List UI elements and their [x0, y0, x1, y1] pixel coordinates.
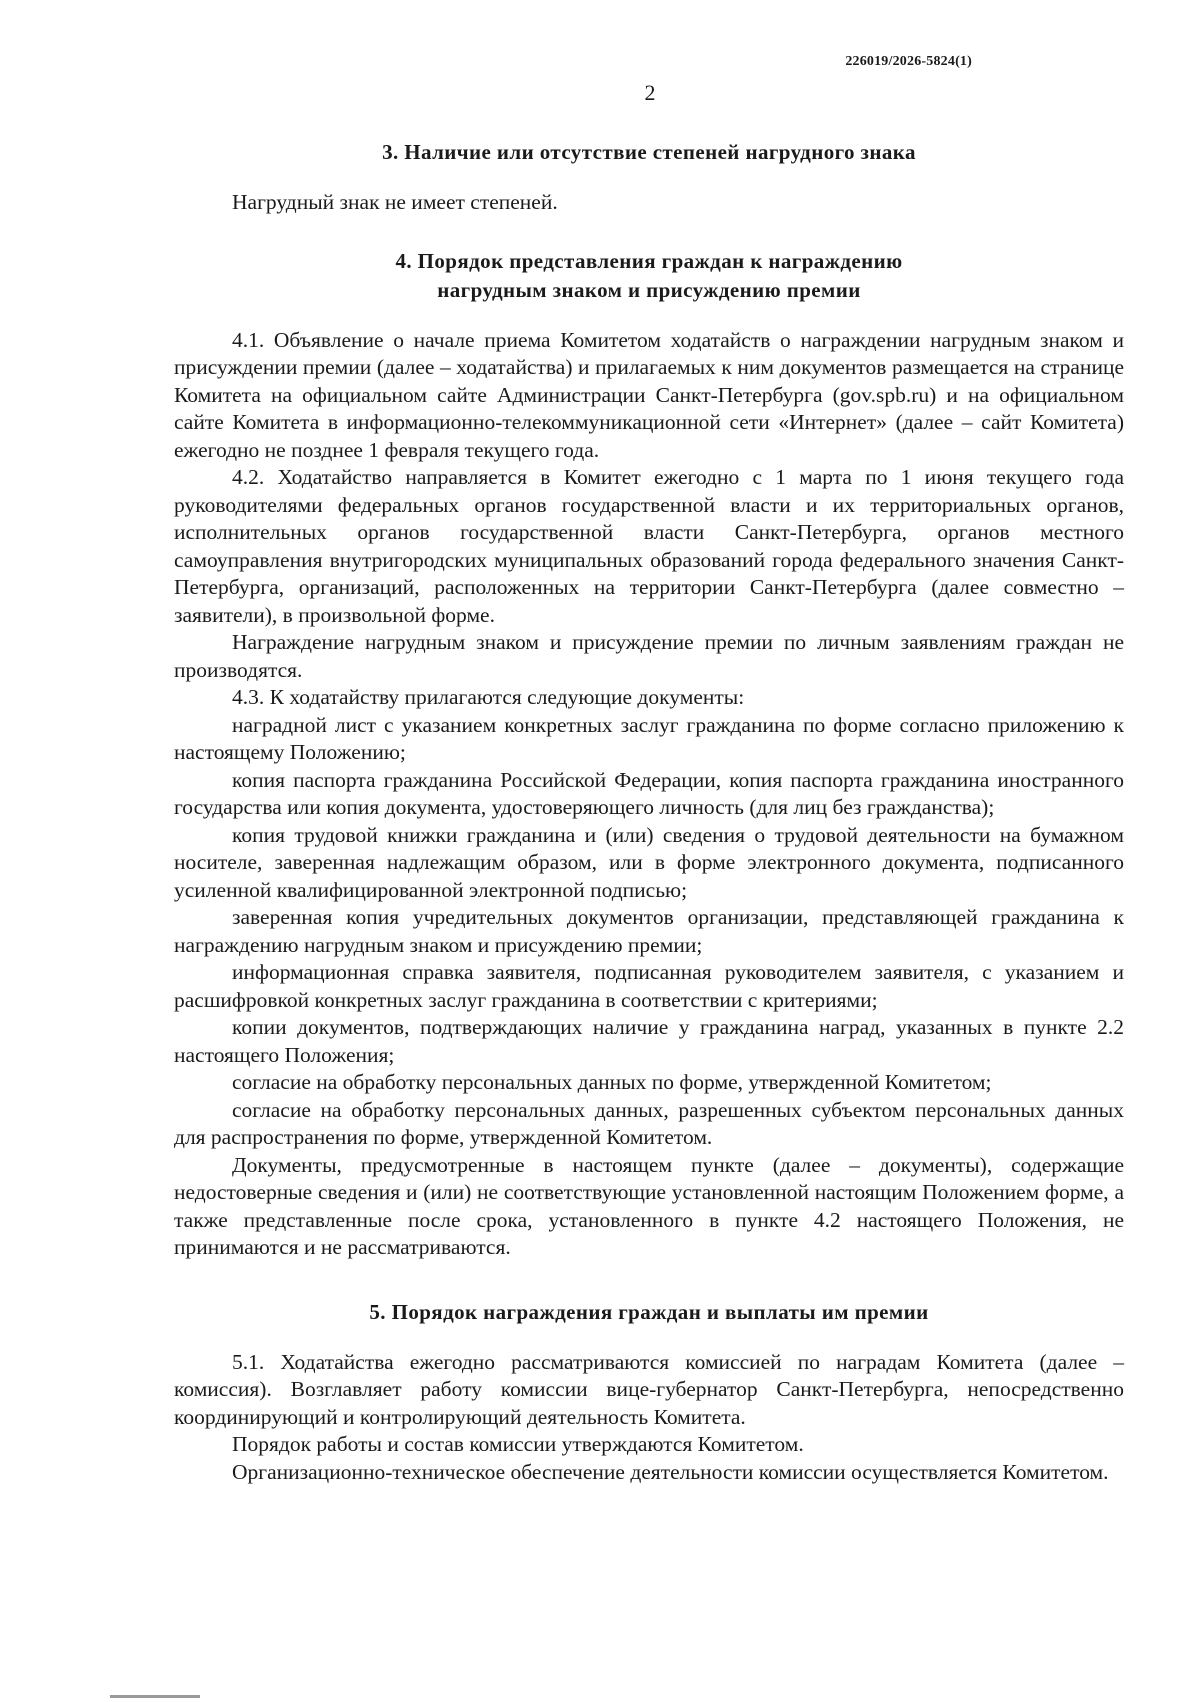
paragraph-5-1-organizational-support: Организационно-техническое обеспечение деятельности комиссии осуществляется Комитетом.: [232, 1459, 1109, 1484]
paragraph-5-1: 5.1. Ходатайства ежегодно рассматриваются комиссией по наградам Комитета (далее – комиссия). Возглавляет работу комиссии вице-губернатор Санкт-Петербурга, непосредственно координирующий и контролирующий деятельность Комитета.: [174, 1349, 1124, 1429]
document-list-item-data-distribution-consent: согласие на обработку персональных данных, разрешенных субъектом персональных данных для распространения по форме, утвержденной Комитетом.: [174, 1097, 1124, 1149]
page-number: 2: [644, 80, 656, 105]
paragraph-5-1-commission-order: Порядок работы и состав комиссии утверждаются Комитетом.: [232, 1432, 804, 1456]
paragraph-4-1: 4.1. Объявление о начале приема Комитетом ходатайств о награждении нагрудным знаком и присуждении премии (далее – ходатайства) и прилагаемых к ним документов размещается на странице Комитета на официальном сайте Администрации Санкт-Петербурга (gov.spb.ru) и на официальном сайте Комитета в информационно-телекоммуникационной сети «Интернет» (далее – сайт Комитета) ежегодно не позднее 1 февраля текущего года.: [174, 327, 1124, 462]
scan-edge-mark: [110, 1695, 200, 1702]
document-list-item-data-consent: согласие на обработку персональных данных по форме, утвержденной Комитетом;: [232, 1070, 992, 1094]
paragraph-4-3: 4.3. К ходатайству прилагаются следующие документы:: [232, 685, 745, 709]
document-list-item-founding-documents: заверенная копия учредительных документов организации, представляющей гражданина к награждению нагрудным знаком и присуждению премии;: [174, 905, 1124, 957]
document-list-item-information-note: информационная справка заявителя, подписанная руководителем заявителя, с указанием и расшифровкой конкретных заслуг гражданина в соответствии с критериями;: [174, 960, 1124, 1012]
paragraph-4-3-rejection-rule: Документы, предусмотренные в настоящем пункте (далее – документы), содержащие недостоверные сведения и (или) не соответствующие установленной настоящим Положением форме, а также представленные после срока, установленного в пункте 4.2 настоящего Положения, не принимаются и не рассматриваются.: [174, 1152, 1124, 1259]
document-body: [174, 138, 1124, 1486]
paragraph-4-2-note: Награждение нагрудным знаком и присуждение премии по личным заявлениям граждан не производятся.: [174, 630, 1124, 682]
section-3-title: 3. Наличие или отсутствие степеней нагрудного знака: [382, 140, 916, 164]
section-4-title-line-1: 4. Порядок представления граждан к награждению: [395, 248, 903, 273]
document-list-item-passport-copy: копия паспорта гражданина Российской Федерации, копия паспорта гражданина иностранного государства или копия документа, удостоверяющего личность (для лиц без гражданства);: [174, 767, 1124, 819]
section-3-paragraph: Нагрудный знак не имеет степеней.: [232, 190, 558, 214]
document-list-item-award-copies: копии документов, подтверждающих наличие у гражданина наград, указанных в пункте 2.2 настоящего Положения;: [174, 1015, 1124, 1067]
document-list-item-employment-record: копия трудовой книжки гражданина и (или) сведения о трудовой деятельности на бумажном носителе, заверенная надлежащим образом, или в форме электронного документа, подписанного усиленной квалифицированной электронной подписью;: [174, 822, 1124, 902]
section-5-title: 5. Порядок награждения граждан и выплаты им премии: [369, 1299, 929, 1324]
document-list-item-award-sheet: наградной лист с указанием конкретных заслуг гражданина по форме согласно приложению к настоящему Положению;: [174, 712, 1124, 764]
section-4-title-line-2: нагрудным знаком и присуждению премии: [437, 277, 861, 302]
paragraph-4-2: 4.2. Ходатайство направляется в Комитет ежегодно с 1 марта по 1 июня текущего года руководителями федеральных органов государственной власти и их территориальных органов, исполнительных органов государственной власти Санкт-Петербурга, органов местного самоуправления внутригородских муниципальных образований города федерального значения Санкт-Петербурга, организаций, расположенных на территории Санкт-Петербурга (далее совместно – заявители), в произвольной форме.: [174, 465, 1124, 627]
document-registration-number: 226019/2026-5824(1): [845, 54, 972, 69]
